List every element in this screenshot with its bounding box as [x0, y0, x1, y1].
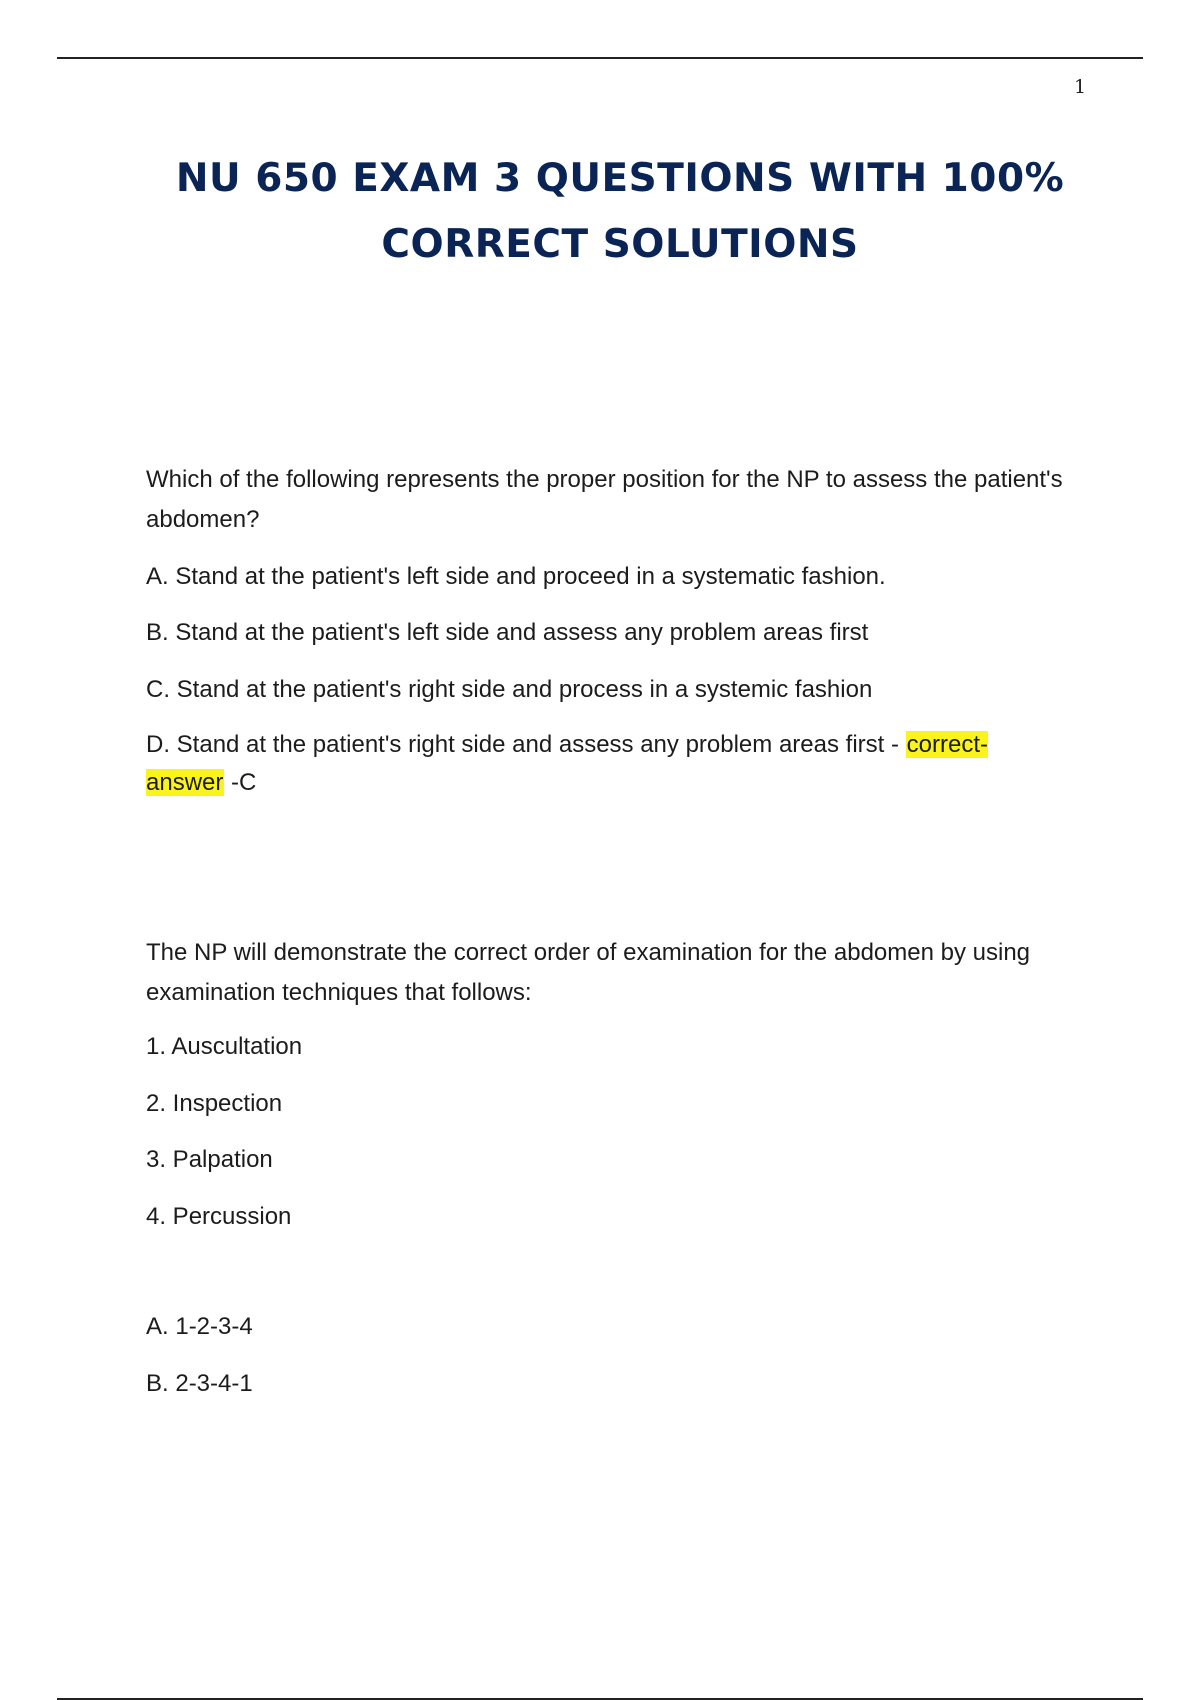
- question-2-step-2: 2. Inspection: [146, 1090, 283, 1117]
- correct-answer-highlight: correct-answer: [146, 731, 988, 796]
- question-1-option-d-text: D. Stand at the patient's right side and assess any problem areas first -: [146, 731, 906, 758]
- question-1-option-a: A. Stand at the patient's left side and proceed in a systematic fashion.: [146, 563, 886, 590]
- header-rule: [57, 57, 1143, 59]
- page-title-line-1: NU 650 EXAM 3 QUESTIONS WITH 100%: [175, 156, 1065, 201]
- question-1-stem: Which of the following represents the proper position for the NP to assess the patient's abdomen?: [146, 466, 1063, 533]
- question-1-option-b: B. Stand at the patient's left side and assess any problem areas first: [146, 619, 869, 646]
- question-2-option-b: B. 2-3-4-1: [146, 1370, 253, 1397]
- page-title-line-2: CORRECT SOLUTIONS: [381, 222, 859, 267]
- page-title: [100, 146, 1140, 278]
- question-2-step-3: 3. Palpation: [146, 1146, 273, 1173]
- question-1-option-d: [146, 726, 1066, 802]
- question-2-step-4: 4. Percussion: [146, 1203, 292, 1230]
- question-2-option-a: A. 1-2-3-4: [146, 1313, 253, 1340]
- correct-answer-value: -C: [224, 769, 257, 796]
- page-number: 1: [1074, 76, 1087, 98]
- question-2-stem: The NP will demonstrate the correct order of examination for the abdomen by using examination techniques that follows:: [146, 939, 1031, 1006]
- question-2-step-1: 1. Auscultation: [146, 1033, 303, 1060]
- question-1-option-c: C. Stand at the patient's right side and process in a systemic fashion: [146, 676, 873, 703]
